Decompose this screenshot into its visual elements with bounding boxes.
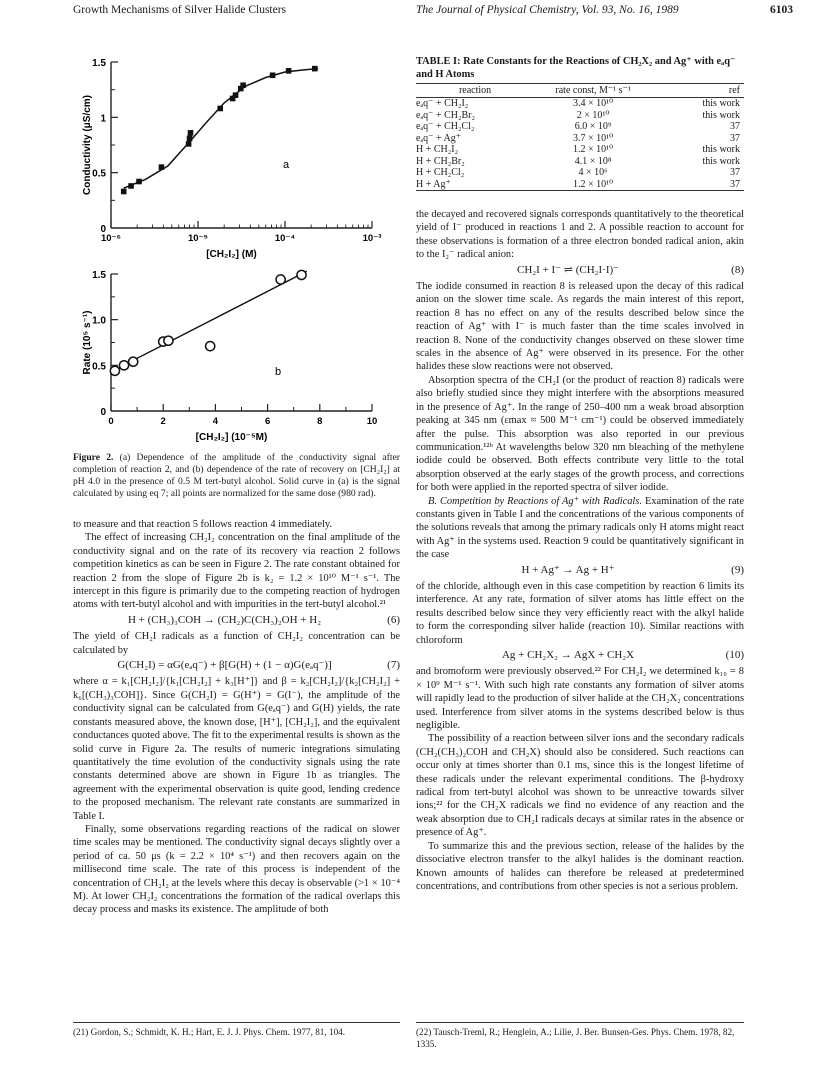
paragraph: Finally, some observations regarding reactions of the radical on slower time scales may be mentioned. The conductivity signal decays slightly over a period of ca. 50 μs (k = 2.2 × 10⁴ s⁻¹) and then recovers again on the millisecond time scale. The rate of this process is independent of the concentration of CH₂I₂ at the levels where this decay is observable (>1 × 10⁻⁴ M). At lower CH₂I₂ concentrations the formation of the radical overlaps this decay process and masks its existence. The amplitude of both <box>73 823 400 916</box>
ref-cell: this work <box>702 98 740 109</box>
rate-const-cell: 2 × 10¹⁰ <box>576 109 610 121</box>
ref-cell: this work <box>702 109 740 121</box>
ref-cell: 37 <box>730 167 740 178</box>
data-point <box>240 82 246 88</box>
data-point <box>136 179 142 185</box>
data-point <box>312 66 318 72</box>
y-tick-label: 0.5 <box>92 361 106 373</box>
x-axis-label: [CH₂I₂] (M) <box>206 249 257 260</box>
table-row <box>416 121 744 133</box>
y-tick-label: 0 <box>100 407 106 418</box>
rate-const-cell: 4.1 × 10⁸ <box>574 155 612 167</box>
ref-cell: this work <box>702 144 740 155</box>
reaction-cell: H + CH₂I₂ <box>416 144 459 155</box>
left-column-body <box>73 518 400 917</box>
data-point <box>159 164 165 170</box>
x-tick-label: 10⁻⁶ <box>101 233 121 244</box>
section-heading: B. Competition by Reactions of Ag⁺ with Radicals. <box>428 495 642 507</box>
figure-2b-chart <box>78 262 398 450</box>
table-header: ref <box>728 85 740 96</box>
footnote-21: (21) Gordon, S.; Schmidt, K. H.; Hart, E. J. J. Phys. Chem. 1977, 81, 104. <box>73 1027 346 1037</box>
x-tick-label: 10⁻⁵ <box>187 233 209 244</box>
paragraph: The effect of increasing CH₂I₂ concentration on the final amplitude of the conductivity signal and on the rate of its recovery via reaction 2 follows competition kinetics as can be seen in Figure 2. The rate constant obtained for reaction 2 from the slope of Figure 2b is k₂ = 1.2 × 10¹⁰ M⁻¹ s⁻¹. The intercept in this figure is primarily due to the competing reaction of hydrogen atoms with tert-butyl alcohol and with impurities in the tert-butyl alcohol.²¹ <box>73 532 400 611</box>
data-point <box>129 357 138 366</box>
running-head-journal: The Journal of Physical Chemistry, Vol. 93, No. 16, 1989 <box>416 4 679 16</box>
table-row <box>416 110 744 122</box>
rate-const-cell: 4 × 10⁶ <box>578 167 608 178</box>
x-tick-label: 10 <box>366 416 378 427</box>
x-tick-label: 0 <box>108 416 114 427</box>
table-row <box>416 133 744 145</box>
rate-const-cell: 1.2 × 10¹⁰ <box>573 178 614 190</box>
footnote-rule <box>73 1022 400 1023</box>
x-axis-label: [CH₂I₂] (10⁻⁵M) <box>195 432 268 443</box>
footnote-22: (22) Tausch-Treml, R.; Henglein, A.; Lilie, J. Ber. Bunsen-Ges. Phys. Chem. 1978, 82, 1335. <box>416 1027 735 1049</box>
equation-6: H + (CH₃)₃COH → (CH₂)C(CH₃)₂OH + H₂ (6) <box>127 613 400 626</box>
table-row <box>416 179 744 191</box>
right-column-body <box>416 208 744 893</box>
reaction-cell: H + CH₂Cl₂ <box>416 167 465 178</box>
reaction-cell: eₐq⁻ + CH₂Cl₂ <box>416 121 475 132</box>
table-title: TABLE I: Rate Constants for the Reactions of CH₂X₂ and Ag⁺ with eₐq⁻ and H Atoms <box>416 56 736 80</box>
data-point <box>187 136 193 142</box>
x-tick-label: 4 <box>212 416 219 427</box>
figure-2a-chart <box>78 52 398 262</box>
ref-cell: 37 <box>730 178 740 190</box>
table-row <box>416 98 744 110</box>
table-row <box>416 156 744 168</box>
y-tick-label: 1 <box>100 113 106 125</box>
y-tick-label: 0 <box>100 224 106 235</box>
equation-8: CH₂I + I⁻ ⇌ (CH₂I·I)⁻ (8) <box>517 263 744 276</box>
table-header: rate const, M⁻¹ s⁻¹ <box>555 85 631 96</box>
x-tick-label: 2 <box>160 416 166 427</box>
data-point <box>276 275 285 284</box>
equation-9: H + Ag⁺ → Ag + H⁺ (9) <box>521 563 744 576</box>
reaction-cell: H + CH₂Br₂ <box>416 155 465 167</box>
paragraph: Absorption spectra of the CH₂I (or the product of reaction 8) radicals were also briefly studied since they might interfere with the absorptions measured in the presence of Ag⁺. In the range of 250–400 nm a weak broad absorption peaking at 345 nm (εmax ≈ 500 M⁻¹ cm⁻¹) could be observed immediately after the pulse. This absorption was also reported in our previous communication.¹²ᵇ At wavelengths below 320 nm bleaching of the methylene iodide could be observed. Both effects contribute very little to the total absorption observed at the early stages of the growth process, and corrections for both were applied in the reported spectra of silver iodide. <box>416 374 744 494</box>
table-row <box>416 144 744 156</box>
x-tick-label: 10⁻³ <box>362 233 382 244</box>
rate-const-cell: 3.4 × 10¹⁰ <box>573 98 614 109</box>
data-point <box>217 106 223 112</box>
paragraph: B. Competition by Reactions of Ag⁺ with Radicals. Examination of the rate constants given in Table I and the concentrations of the various components of the solutions reveals that among the primary radicals only H atoms might react with Ag⁺ in the systems used. Reaction 9 could be quantitatively significant in the case <box>416 495 744 561</box>
paragraph: The yield of CH₂I radicals as a function of CH₂I₂ concentration can be calculated by <box>73 631 400 656</box>
rate-const-cell: 1.2 × 10¹⁰ <box>573 144 614 155</box>
table-row <box>416 167 744 179</box>
data-point <box>233 92 239 98</box>
panel-label: b <box>274 366 282 378</box>
page-number: 6103 <box>770 4 793 16</box>
y-tick-label: 1.0 <box>92 315 106 327</box>
data-point <box>164 336 173 345</box>
paragraph: and bromoform were previously observed.²² For CH₂I₂ we determined k₁₀ = 8 × 10⁹ M⁻¹ s⁻¹. With such high rate constants any formation of silver atoms will rapidly lead to the production of silver halide at the CH₂X₂ concentrations used. Interference from silver atoms in the systems described below is thus negligible. <box>416 666 744 732</box>
y-tick-label: 1.5 <box>92 270 106 281</box>
reaction-cell: H + Ag⁺ <box>416 178 451 190</box>
table-1 <box>416 56 744 191</box>
paragraph: the decayed and recovered signals corresponds quantitatively to the theoretical yield of I⁻ produced in reactions 1 and 2. A possible reaction to account for these observations is formation of a three electron bonded radical anion, akin to the I₂⁻ radical anion: <box>416 209 744 261</box>
data-point <box>110 366 119 375</box>
reaction-cell: eₐq⁻ + CH₂Br₂ <box>416 109 475 121</box>
footnote-rule <box>416 1022 744 1023</box>
ref-cell: this work <box>702 155 740 167</box>
paragraph: To summarize this and the previous section, release of the halides by the dissociative electron transfer to the alkyl halides is the dominant reaction. Known amounts of halides can therefore be released at predetermined concentrations, and contributions from other species is not a serious problem. <box>416 840 744 892</box>
data-point <box>297 270 306 279</box>
ref-cell: 37 <box>730 121 740 132</box>
x-tick-label: 8 <box>317 416 323 427</box>
x-tick-label: 6 <box>264 416 271 427</box>
data-point <box>206 342 215 351</box>
x-tick-label: 10⁻⁴ <box>274 233 296 244</box>
table-header: reaction <box>458 85 492 96</box>
data-point <box>286 68 292 74</box>
reaction-cell: eₐq⁻ + Ag⁺ <box>416 132 462 144</box>
paragraph: to measure and that reaction 5 follows reaction 4 immediately. <box>73 519 333 530</box>
figure-caption: Figure 2. (a) Dependence of the amplitude of the conductivity signal after completion of reaction 2, and (b) dependence of the rate of recovery on [CH₂I₂] at pH 4.0 in the presence of 0.5 M tert-butyl alcohol. Solid curve in (a) is the signal calculated by using eq 7; all points are normalized for the same dose (980 rad). <box>73 452 400 499</box>
rate-const-cell: 6.0 × 10⁹ <box>574 121 612 132</box>
y-tick-label: 1.5 <box>92 58 106 69</box>
data-point <box>188 130 194 136</box>
data-point <box>186 141 192 147</box>
ref-cell: 37 <box>730 132 740 144</box>
paragraph: The iodide consumed in reaction 8 is released upon the decay of this radical anion on the slower time scale. As regards the main interest of this report, reaction 8 has no effect on any of the results described below since the reaction of Ag⁺ with I⁻ is much faster than the time scales involved in reaction 8. None of the conductivity changes observed on these slower time scales in the absence of Ag⁺ were observed in its presence. For the other halides these slow reactions were not observed. <box>416 281 744 373</box>
data-point <box>270 72 276 78</box>
paragraph: where α = k₁[CH₂I₂]/{k₁[CH₂I₂] + k₃[H⁺]} and β = k₂[CH₂I₂]/{k₂[CH₂I₂] + k₆[(CH₃)₃COH]}. Since G(CH₂I) = G(H⁺) = G(I⁻), the amplitude of the conductivity signal can be calculated from G(eₐq⁻) and G(H) yields, the rate constants measured above, the known dose, [H⁺], [CH₂I₂], and the equivalent conductances quoted above. The fit to the experimental results is shown as the solid curve in Figure 2a. The results of numeric integrations simulating quantitatively the time evolution of the conductivity signals using the rate constants determined above are shown in Figure 1b as triangles. The agreement with the experimental observation is quite good, lending credence to the proposed mechanism. The relevant rate constants are summarized in Table I. <box>73 676 400 822</box>
reaction-cell: eₐq⁻ + CH₂I₂ <box>416 98 469 109</box>
y-tick-label: 0.5 <box>92 168 106 180</box>
fit-line <box>111 271 307 371</box>
y-axis-label: Rate (10⁵ s⁻¹) <box>82 310 93 375</box>
data-point <box>121 189 127 195</box>
y-axis-label: Conductivity (μS/cm) <box>82 94 93 196</box>
paragraph: The possibility of a reaction between silver ions and the secondary radicals (CH₂(CH₃)₂COH and CH₂X) should also be considered. Such reactions can occur only at times shorter than 0.1 ms, since this is the longest lifetime of these radicals under the relevant experimental conditions. The β-hydroxy radical from tert-butyl alcohol was shown to be unreactive towards silver ions;²² for the CH₂X radicals we find no evidence of any reaction and the weak absorption due to CH₂I radicals decays at similar rates in the absence or presence of Ag⁺. <box>416 733 744 839</box>
data-point <box>119 361 128 370</box>
data-point <box>128 183 134 189</box>
equation-10: Ag + CH₂X₂ → AgX + CH₂X (10) <box>501 649 744 661</box>
equation-7: G(CH₂I) = αG(eₐq⁻) + β[G(H) + (1 − α)G(eₐq⁻)] (7) <box>117 659 400 672</box>
running-head-left: Growth Mechanisms of Silver Halide Clusters <box>73 4 287 16</box>
rate-const-cell: 3.7 × 10¹⁰ <box>573 132 614 144</box>
paragraph: of the chloride, although even in this case competition by reaction 6 limits its interference. At any rate, formation of silver atoms has little effect on the results described below since they very efficiently react with the alkyl halide to form the corresponding silver halide (reaction 10). Similar reactions with chloroform <box>416 580 744 646</box>
panel-label: a <box>282 159 290 171</box>
